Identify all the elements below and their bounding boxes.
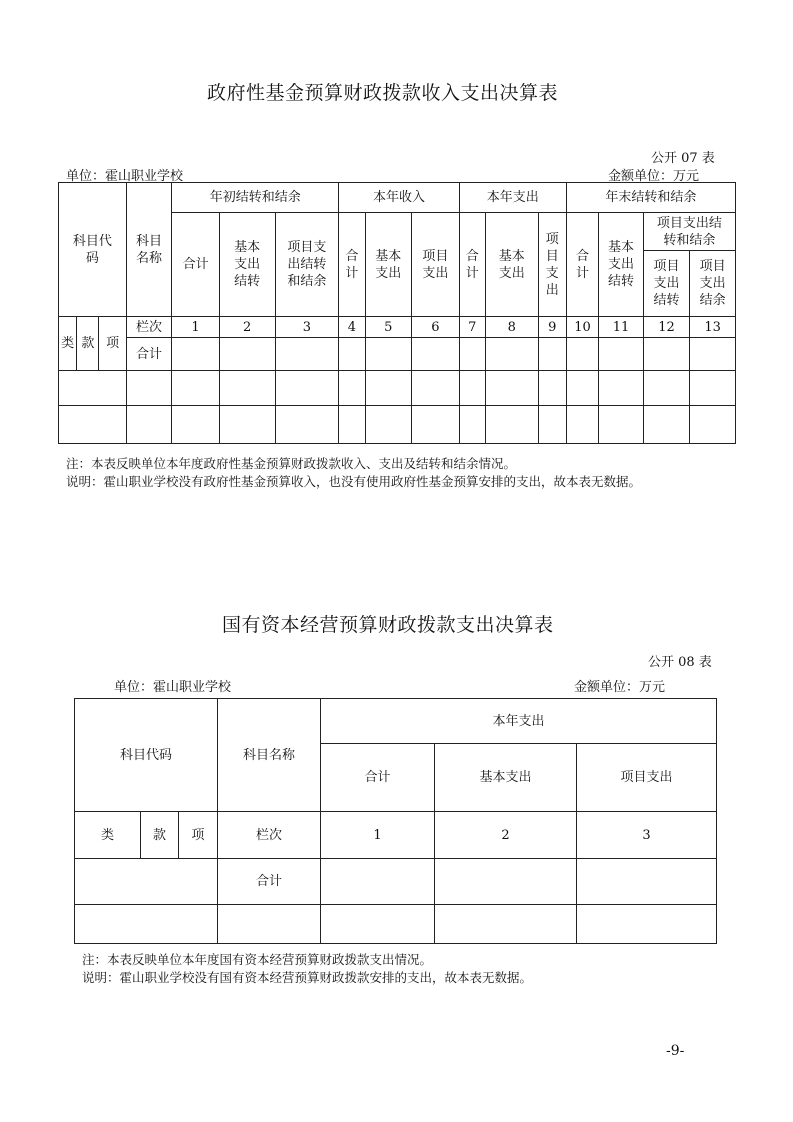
- table2: [74, 698, 717, 944]
- t1-header-end-project-carry: 项目支出结转: [643, 251, 690, 317]
- t1-header-end-total: 合计: [566, 213, 598, 317]
- table-row: [59, 371, 736, 406]
- table2-title: 国有资本经营预算财政拨款支出决算表: [222, 614, 554, 636]
- table-row: [59, 406, 736, 444]
- table2-currency-unit: 金额单位：万元: [574, 680, 666, 695]
- t2-header-expense: 本年支出: [321, 699, 717, 744]
- t2-cat-kuan: 款: [141, 812, 179, 859]
- t2-cat-xiang: 项: [179, 812, 218, 859]
- table2-form-number: 公开 08 表: [648, 655, 712, 670]
- t1-row-lanci: 栏次: [126, 317, 172, 338]
- t1-header-end-balance: 年末结转和结余: [566, 183, 735, 213]
- table1-form-number: 公开 07 表: [651, 151, 715, 166]
- t1-header-end-project-balance: 项目支出结余: [690, 251, 736, 317]
- page-number: -9-: [666, 1043, 685, 1059]
- t1-header-end-project: 项目支出结转和结余: [643, 213, 735, 251]
- t1-col-number: 1: [172, 317, 220, 338]
- t1-header-end-basic: 基本支出结转: [599, 213, 644, 317]
- t1-cat-xiang: 项: [99, 317, 126, 371]
- t1-col-number: 9: [538, 317, 566, 338]
- t1-header-begin-basic: 基本支出结转: [219, 213, 275, 317]
- t1-header-expense-project: 项目支出: [538, 213, 566, 317]
- t1-col-number: 5: [365, 317, 412, 338]
- t1-cat-kuan: 款: [77, 317, 99, 371]
- t2-row-lanci: 栏次: [218, 812, 321, 859]
- t1-col-number: 2: [219, 317, 275, 338]
- t1-col-number: 7: [459, 317, 485, 338]
- table2-explanation: 说明：霍山职业学校没有国有资本经营预算财政拨款安排的支出，故本表无数据。: [82, 970, 533, 985]
- t1-col-number: 11: [599, 317, 644, 338]
- table2-unit: 单位：霍山职业学校: [114, 680, 232, 695]
- t1-col-number: 12: [643, 317, 690, 338]
- t2-header-project: 项目支出: [577, 744, 717, 812]
- t1-col-number: 8: [485, 317, 538, 338]
- t1-col-number: 6: [412, 317, 460, 338]
- t1-header-income: 本年收入: [339, 183, 459, 213]
- t2-col-number: 1: [321, 812, 435, 859]
- t1-header-begin-project: 项目支出结转和结余: [275, 213, 339, 317]
- table-row: [75, 905, 717, 944]
- t1-header-code: 科目代码: [59, 183, 127, 317]
- table1-explanation: 说明：霍山职业学校没有政府性基金预算收入，也没有使用政府性基金预算安排的支出，故本表无数据。: [66, 474, 642, 489]
- t1-header-income-project: 项目支出: [412, 213, 460, 317]
- t2-header-name: 科目名称: [218, 699, 321, 812]
- t1-header-expense: 本年支出: [459, 183, 566, 213]
- t1-header-begin-balance: 年初结转和结余: [172, 183, 339, 213]
- t2-col-number: 2: [435, 812, 577, 859]
- t1-header-expense-basic: 基本支出: [485, 213, 538, 317]
- t1-cat-lei: 类: [59, 317, 77, 371]
- t1-header-income-basic: 基本支出: [365, 213, 412, 317]
- table1-currency-unit: 金额单位：万元: [608, 169, 700, 184]
- t2-cat-lei: 类: [75, 812, 141, 859]
- t1-col-number: 10: [566, 317, 598, 338]
- table2-note: 注：本表反映单位本年度国有资本经营预算财政拨款支出情况。: [82, 952, 433, 967]
- table1: [58, 182, 736, 444]
- t2-header-basic: 基本支出: [435, 744, 577, 812]
- t1-header-name: 科目名称: [126, 183, 172, 317]
- t1-header-begin-total: 合计: [172, 213, 220, 317]
- table1-unit: 单位：霍山职业学校: [66, 169, 184, 184]
- t1-col-number: 3: [275, 317, 339, 338]
- t2-header-code: 科目代码: [75, 699, 218, 812]
- t2-row-total: 合计: [218, 859, 321, 905]
- table1-note: 注：本表反映单位本年度政府性基金预算财政拨款收入、支出及结转和结余情况。: [66, 456, 517, 471]
- t1-col-number: 4: [339, 317, 365, 338]
- t1-header-income-total: 合计: [339, 213, 365, 317]
- t2-col-number: 3: [577, 812, 717, 859]
- table1-title: 政府性基金预算财政拨款收入支出决算表: [207, 82, 559, 104]
- t2-header-total: 合计: [321, 744, 435, 812]
- t1-row-total: 合计: [126, 338, 172, 371]
- t1-header-expense-total: 合计: [459, 213, 485, 317]
- t1-col-number: 13: [690, 317, 736, 338]
